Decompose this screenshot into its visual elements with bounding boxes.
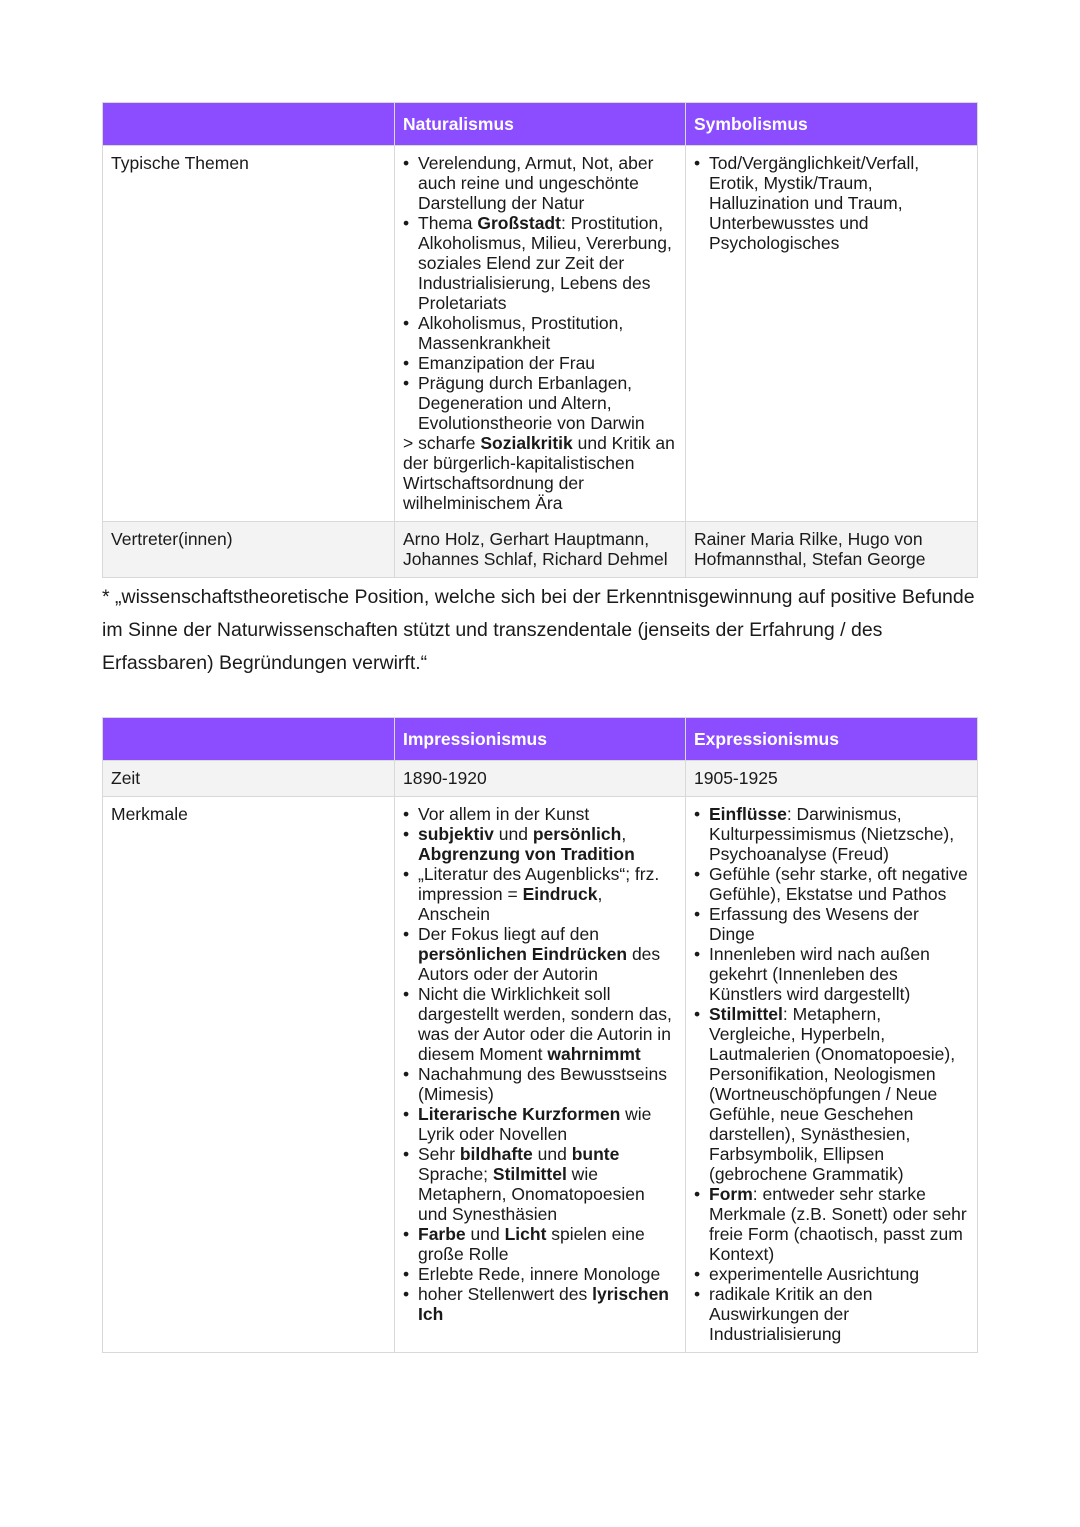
- list-item: • Literarische Kurzformen wie Lyrik oder Novellen: [403, 1104, 677, 1144]
- symbolismus-themen-list: [694, 153, 969, 253]
- cell-naturalismus-themen: [395, 146, 686, 522]
- list-item: • Gefühle (sehr starke, oft negative Gefühle), Ekstatse und Pathos: [694, 864, 969, 904]
- sozialkritik-note: > scharfe Sozialkritik und Kritik an der bürgerlich-kapitalistischen Wirtschaftsordnung der wilhelminischem Ära: [403, 433, 675, 513]
- cell-expressionismus-merkmale: [686, 797, 978, 1353]
- header-empty: [103, 103, 395, 146]
- cell-impressionismus-zeit: 1890-1920: [395, 761, 686, 797]
- row-zeit: [103, 761, 978, 797]
- header-expressionismus: Expressionismus: [686, 718, 978, 761]
- cell-naturalismus-vertreter: Arno Holz, Gerhart Hauptmann, Johannes Schlaf, Richard Dehmel: [395, 522, 686, 578]
- list-item: • Emanzipation der Frau: [403, 353, 677, 373]
- list-item: • Erfassung des Wesens der Dinge: [694, 904, 969, 944]
- list-item: • Vor allem in der Kunst: [403, 804, 677, 824]
- list-item: • Thema Großstadt: Prostitution, Alkoholismus, Milieu, Vererbung, soziales Elend zur Zeit der Industrialisierung, Lebens des Proletariats: [403, 213, 677, 313]
- table-header-row: [103, 718, 978, 761]
- list-item: • Tod/Vergänglichkeit/Verfall, Erotik, Mystik/Traum, Halluzination und Traum, Unterbewusstes und Psychologisches: [694, 153, 969, 253]
- comparison-table-naturalismus-symbolismus: [102, 102, 978, 578]
- row-typische-themen: [103, 146, 978, 522]
- list-item: • „Literatur des Augenblicks“; frz. impression = Eindruck, Anschein: [403, 864, 677, 924]
- cell-symbolismus-vertreter: Rainer Maria Rilke, Hugo von Hofmannsthal, Stefan George: [686, 522, 978, 578]
- cell-expressionismus-zeit: 1905-1925: [686, 761, 978, 797]
- list-item: • Form: entweder sehr starke Merkmale (z.B. Sonett) oder sehr freie Form (chaotisch, passt zum Kontext): [694, 1184, 969, 1264]
- naturalismus-themen-list: [403, 153, 677, 433]
- comparison-table-impressionismus-expressionismus: [102, 717, 978, 1353]
- list-item: • Innenleben wird nach außen gekehrt (Innenleben des Künstlers wird dargestellt): [694, 944, 969, 1004]
- list-item: • Der Fokus liegt auf den persönlichen Eindrücken des Autors oder der Autorin: [403, 924, 677, 984]
- label-merkmale: Merkmale: [103, 797, 395, 1353]
- label-vertreter: Vertreter(innen): [103, 522, 395, 578]
- row-merkmale: [103, 797, 978, 1353]
- row-vertreter: [103, 522, 978, 578]
- list-item: • Sehr bildhafte und bunte Sprache; Stilmittel wie Metaphern, Onomatopoesien und Synesthäsien: [403, 1144, 677, 1224]
- table-header-row: [103, 103, 978, 146]
- list-item: • Alkoholismus, Prostitution, Massenkrankheit: [403, 313, 677, 353]
- list-item: • radikale Kritik an den Auswirkungen der Industrialisierung: [694, 1284, 969, 1344]
- header-impressionismus: Impressionismus: [395, 718, 686, 761]
- label-typische-themen: Typische Themen: [103, 146, 395, 522]
- header-naturalismus: Naturalismus: [395, 103, 686, 146]
- list-item: • Prägung durch Erbanlagen, Degeneration und Altern, Evolutionstheorie von Darwin: [403, 373, 677, 433]
- list-item: • Farbe und Licht spielen eine große Rolle: [403, 1224, 677, 1264]
- list-item: • experimentelle Ausrichtung: [694, 1264, 969, 1284]
- list-item: • Verelendung, Armut, Not, aber auch reine und ungeschönte Darstellung der Natur: [403, 153, 677, 213]
- cell-symbolismus-themen: [686, 146, 978, 522]
- cell-impressionismus-merkmale: [395, 797, 686, 1353]
- list-item: • Stilmittel: Metaphern, Vergleiche, Hyperbeln, Lautmalerien (Onomatopoesie), Personifikation, Neologismen (Wortneuschöpfungen / Neue Gefühle, neue Geschehen darstellen), Synästhesien, Farbsymbolik, Ellipsen (gebrochene Grammatik): [694, 1004, 969, 1184]
- list-item: • subjektiv und persönlich, Abgrenzung von Tradition: [403, 824, 677, 864]
- list-item: • Nicht die Wirklichkeit soll dargestellt werden, sondern das, was der Autor oder die Autorin in diesem Moment wahrnimmt: [403, 984, 677, 1064]
- expressionismus-merkmale-list: [694, 804, 969, 1344]
- list-item: • hoher Stellenwert des lyrischen Ich: [403, 1284, 677, 1324]
- impressionismus-merkmale-list: [403, 804, 677, 1324]
- list-item: • Einflüsse: Darwinismus, Kulturpessimismus (Nietzsche), Psychoanalyse (Freud): [694, 804, 969, 864]
- list-item: • Erlebte Rede, innere Monologe: [403, 1264, 677, 1284]
- positivismus-footnote: * „wissenschaftstheoretische Position, welche sich bei der Erkenntnisgewinnung auf positive Befunde im Sinne der Naturwissenschaften stützt und transzendentale (jenseits der Erfahrung / des Erfassbaren) Begründungen verwirft.“: [102, 586, 975, 674]
- header-empty: [103, 718, 395, 761]
- label-zeit: Zeit: [103, 761, 395, 797]
- header-symbolismus: Symbolismus: [686, 103, 978, 146]
- list-item: • Nachahmung des Bewusstseins (Mimesis): [403, 1064, 677, 1104]
